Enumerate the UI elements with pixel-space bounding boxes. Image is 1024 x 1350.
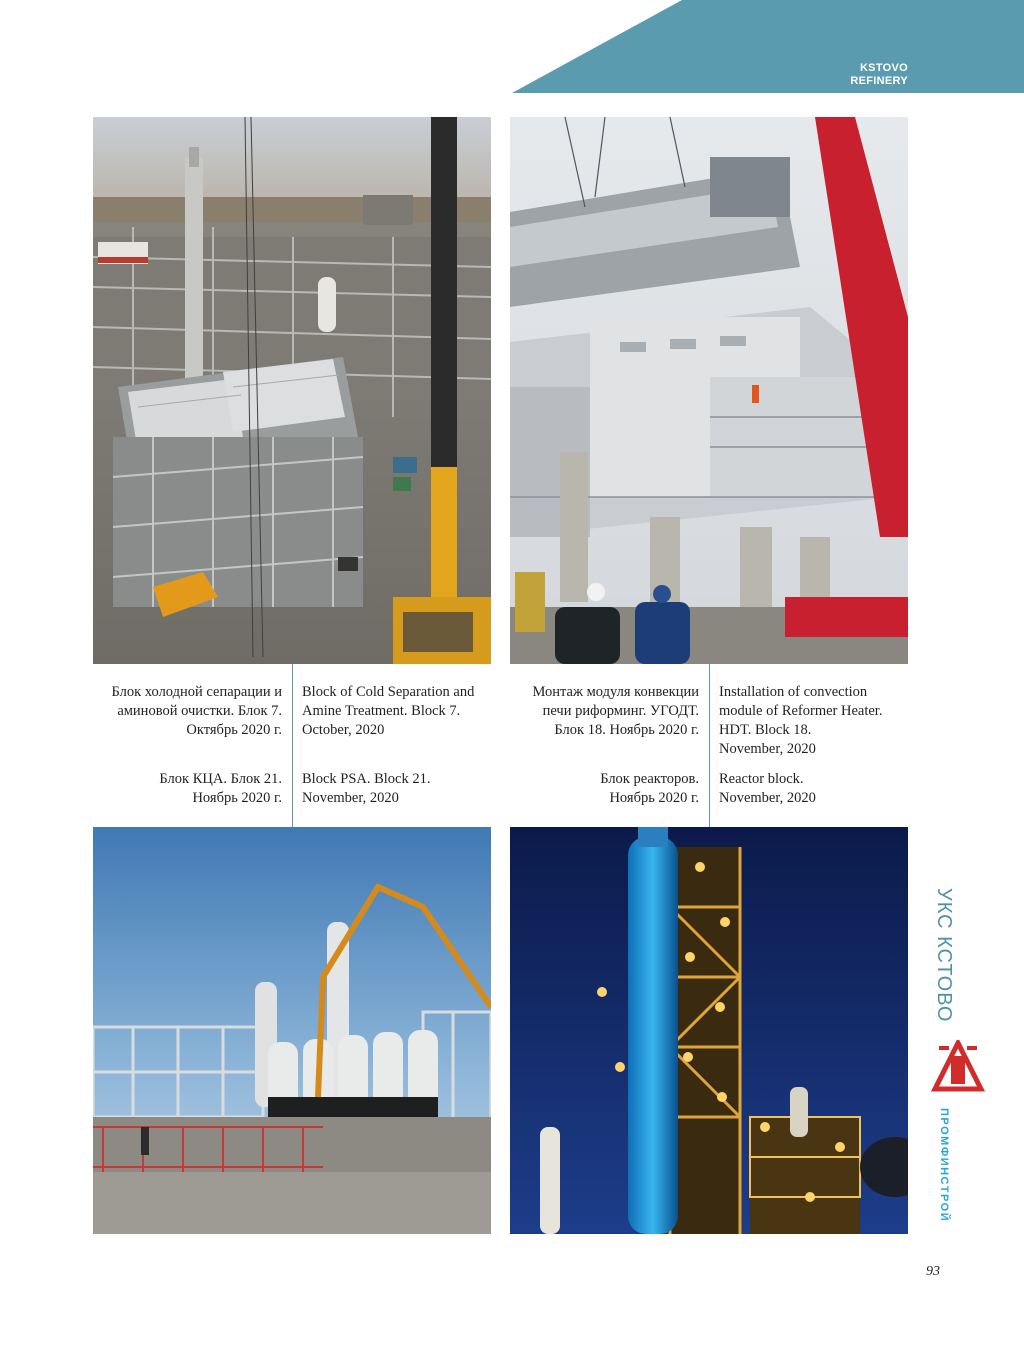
photo-reactor-block	[510, 827, 908, 1234]
section-tag-line1: KSTOVO	[859, 62, 908, 74]
reactor-block-night-icon	[510, 827, 908, 1234]
caption-line: Октябрь 2020 г.	[186, 722, 282, 738]
caption-2-ru	[532, 683, 699, 740]
page-number: 93	[926, 1264, 940, 1279]
caption-3-ru	[159, 770, 282, 808]
section-tag	[850, 62, 908, 88]
caption-line: Ноябрь 2020 г.	[609, 790, 699, 806]
caption-line: Блок реакторов.	[600, 771, 699, 787]
psa-block-icon	[93, 827, 491, 1234]
caption-line: Блок 18. Ноябрь 2020 г.	[554, 722, 699, 738]
caption-line: November, 2020	[719, 790, 816, 806]
caption-1-en	[302, 683, 474, 740]
caption-line: Блок КЦА. Блок 21.	[159, 771, 282, 787]
caption-line: Amine Treatment. Block 7.	[302, 703, 461, 719]
sidebar-title: УКС КСТОВО	[933, 888, 955, 1023]
caption-line: Block of Cold Separation and	[302, 684, 475, 700]
photo-reformer-heater-module	[510, 117, 908, 664]
caption-line: Ноябрь 2020 г.	[192, 790, 282, 806]
caption-4-en	[719, 770, 816, 808]
caption-line: Block PSA. Block 21.	[302, 771, 431, 787]
caption-line: Reactor block.	[719, 771, 804, 787]
caption-divider-left	[292, 664, 293, 827]
caption-2-en	[719, 683, 882, 759]
promfinstroy-logo-icon	[931, 1040, 985, 1092]
caption-1-ru	[112, 683, 282, 740]
caption-divider-right	[709, 664, 710, 827]
caption-line: аминовой очистки. Блок 7.	[117, 703, 282, 719]
caption-line: HDT. Block 18.	[719, 722, 812, 738]
construction-site-aerial-icon	[93, 117, 491, 664]
photo-cold-separation-block	[93, 117, 491, 664]
caption-4-ru	[600, 770, 699, 808]
caption-line: October, 2020	[302, 722, 385, 738]
logo-wordmark: ПРОМФИНСТРОЙ	[938, 1108, 950, 1223]
caption-line: November, 2020	[302, 790, 399, 806]
caption-line: печи риформинг. УГОДТ.	[542, 703, 699, 719]
caption-line: Блок холодной сепарации и	[111, 684, 282, 700]
section-tag-line2: REFINERY	[850, 75, 908, 87]
photo-psa-block	[93, 827, 491, 1234]
caption-3-en	[302, 770, 431, 808]
caption-line: module of Reformer Heater.	[719, 703, 883, 719]
caption-line: November, 2020	[719, 741, 816, 757]
caption-line: Installation of convection	[719, 684, 868, 700]
heater-module-lift-icon	[510, 117, 908, 664]
caption-line: Монтаж модуля конвекции	[532, 684, 699, 700]
